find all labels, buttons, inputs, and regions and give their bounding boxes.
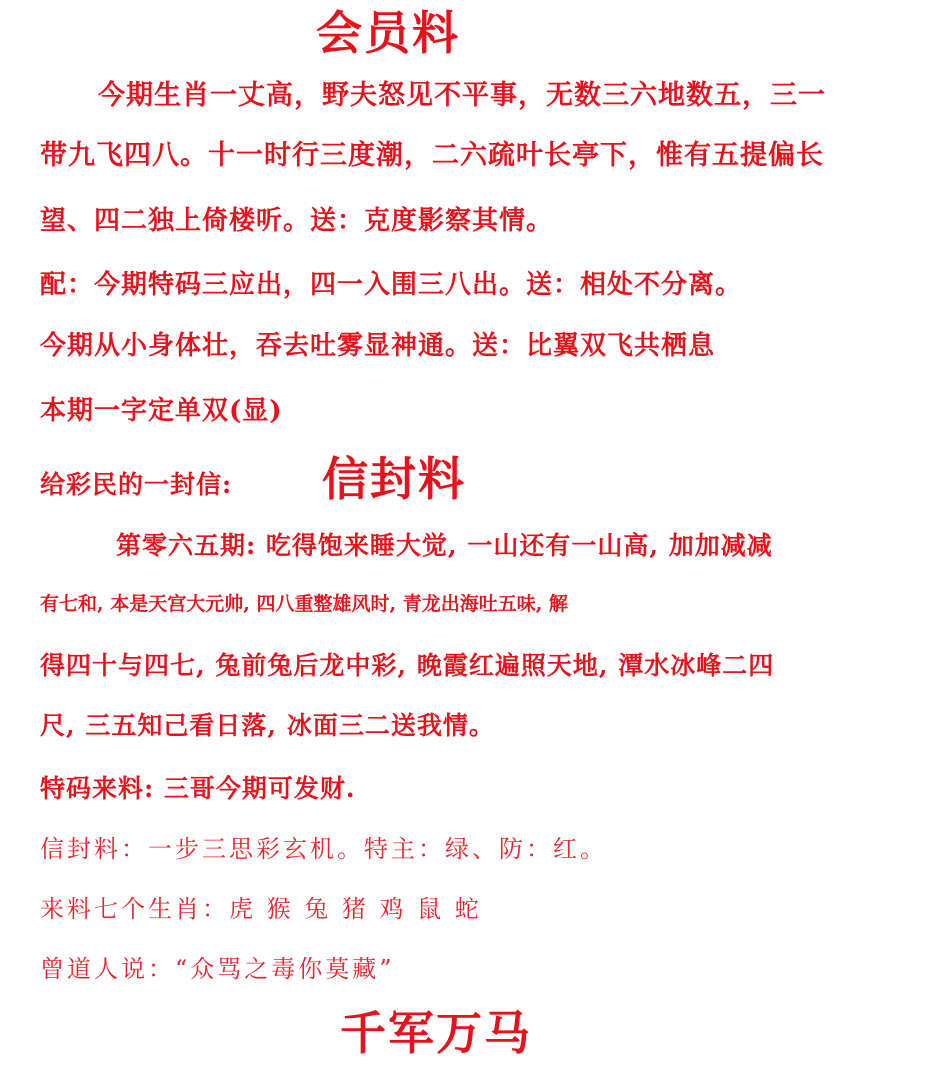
letter-line-2: 有七和, 本是天宫大元帅, 四八重整雄风时, 青龙出海吐五味, 解 — [40, 593, 568, 615]
footer-title: 千军万马 — [340, 1006, 532, 1060]
extra-line-1: 信封料：一步三思彩玄机。特主：绿、防：红。 — [40, 835, 607, 863]
letter-line-4: 尺, 三五知己看日落, 冰面三二送我情。 — [40, 711, 495, 740]
letter-special-code: 特码来料: 三哥今期可发财. — [40, 774, 356, 803]
member-title: 会员料 — [316, 6, 460, 60]
member-line-3: 望、四二独上倚楼听。送：克度影察其情。 — [40, 206, 554, 236]
extra-line-3: 曾道人说：“众骂之毒你莫藏” — [40, 955, 395, 983]
member-line-5: 今期从小身体壮，吞去吐雾显神通。送：比翼双飞共栖息 — [40, 331, 716, 361]
letter-line-3: 得四十与四七, 兔前兔后龙中彩, 晚霞红遍照天地, 潭水冰峰二四 — [40, 651, 775, 680]
letter-title: 信封料 — [322, 452, 466, 506]
member-line-2: 带九飞四八。十一时行三度潮，二六疏叶长亭下，惟有五提偏长 — [40, 140, 824, 171]
letter-line-1: 第零六五期: 吃得饱来睡大觉, 一山还有一山高, 加加减减 — [116, 531, 773, 560]
extra-line-2: 来料七个生肖：虎 猴 兔 猪 鸡 鼠 蛇 — [40, 895, 482, 923]
letter-intro: 给彩民的一封信: — [40, 470, 233, 499]
member-line-4: 配：今期特码三应出，四一入围三八出。送：相处不分离。 — [40, 270, 743, 300]
member-line-6: 本期一字定单双(显) — [40, 396, 283, 426]
member-line-1: 今期生肖一丈高，野夫怒见不平事，无数三六地数五，三一 — [98, 80, 826, 111]
